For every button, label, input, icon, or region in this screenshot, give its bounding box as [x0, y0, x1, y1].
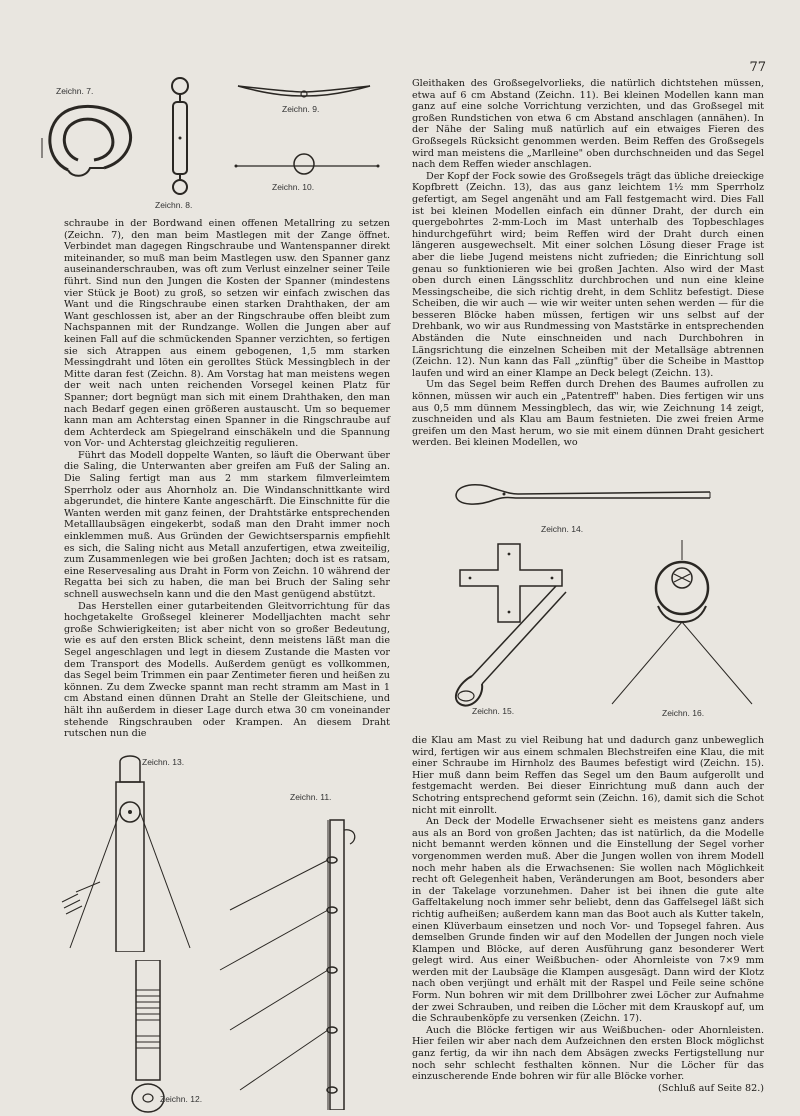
paragraph: An Deck der Modelle Erwachsener sieht es meistens ganz anders aus als an Bord von großen Jachten; das ist natürlich, da die Modelle nicht bemannt werden können und die Einstellung der Segel vorher vorgenommen werden muß. Aber die Jungen wollen von ihrem Modell noch mehr haben als die Erwachsenen: Sie wollen nach Möglichkeit recht oft Gelegenheit haben, Veränderungen am Boot, besonders aber in der Takelage vorzunehmen. Daher ist bei ihnen die gute alte Gaffeltakelung noch immer sehr beliebt, denn das Gaffelsegel läßt sich richtig aufheißen; außerdem kann man das Boot auch als Kutter takeln, einen Klüverbaum einsetzen und noch Vor- und Topsegel fahren. Aus demselben Grunde finden wir auf den Modellen der Jungen noch viele Klampen und Blöcke, auf deren Ausführung ganz besonderer Wert gelegt wird. Aus einer Weißbuchen- oder Ahornleiste von 7×9 mm werden mit der Laubsäge die Klampen ausgesägt. Dann wird der Klotz nach oben verjüngt und erhält mit der Raspel und Feile seine schöne Form. Nun bohren wir mit dem Drillbohrer zwei Löcher zur Aufnahme der zwei Schrauben, und reiben die Löcher mit dem Krauskopf auf, um die Schraubenköpfe zu versenken (Zeichn. 17). — [412, 816, 764, 1025]
figure-11-slide-wire — [210, 800, 380, 1110]
left-column-text — [64, 218, 390, 740]
paragraph: die Klau am Mast zu viel Reibung hat und dadurch ganz unbeweglich wird, fertigen wir aus einem schmalen Blechstreifen eine Klau, die mit einer Schraube im Hirnholz des Baumes befestigt wird (Zeichn. 15). Hier muß dann beim Reffen das Segel um den Baum aufgerollt und festgemacht werden. Bei dieser Einrichtung muß dann auch der Schotring entsprechend geformt sein (Zeichn. 16), damit sich die Schot nicht mit einrollt. — [412, 735, 764, 816]
figure-15-boom-claw — [420, 580, 570, 710]
paragraph: Der Kopf der Fock sowie des Großsegels trägt das übliche dreieckige Kopfbrett (Zeichn. 13), das aus ganz leichtem 1½ mm Sperrholz gefertigt, am Segel angenäht und am Fall festgemacht wird. Dies Fall ist bei kleinen Modellen einfach ein dünner Draht, der durch ein quergebohrtes 2-mm-Loch im Mast unterhalb des Topbeschlages hindurchgeführt wird; beim Reffen wird der Draht durch einen längeren ausgewechselt. Mit einer solchen Lösung dieser Frage ist aber die liebe Jugend meistens nicht zufrieden; die Einrichtung soll genau so funktionieren wie bei großen Jachten. Also wird der Mast oben durch einen Längsschlitz durchbrochen und nun eine kleine Messingscheibe, die sich richtig dreht, in dem Schlitz befestigt. Diese Scheiben, die wir auch — wie wir weiter unten sehen werden — für die besseren Blöcke haben müssen, fertigen wir uns selbst auf der Drehbank, wo wir aus Rundmessing von Maststärke in entsprechenden Abständen die Nute einschneiden und nach Durchbohren in Längsrichtung die einzelnen Scheiben mit der Metallsäge abtrennen (Zeichn. 12). Nun kann das Fall „zünftig" über die Scheibe in Masttop laufen und wird an einer Klampe an Deck belegt (Zeichn. 13). — [412, 170, 764, 379]
caption-zeichn-14: Zeichn. 14. — [541, 524, 584, 534]
paragraph: Um das Segel beim Reffen durch Drehen des Baumes aufrollen zu können, müssen wir auch ein „Patentreff" haben. Dies fertigen wir uns aus 0,5 mm dünnem Messingblech, das wir, wie Zeichnung 14 zeigt, zuschneiden und als Klau am Baum festnieten. Die zwei freien Arme greifen um den Mast herum, wo sie mit einem dünnen Draht gesichert werden. Bei kleinen Modellen, wo — [412, 379, 764, 449]
caption-zeichn-15: Zeichn. 15. — [472, 706, 515, 716]
figure-10-wire-spreader — [232, 150, 382, 180]
caption-zeichn-13: Zeichn. 13. — [142, 757, 185, 767]
page-number: 77 — [749, 60, 766, 75]
figure-7-open-ring — [38, 98, 138, 182]
figure-13-masthead-sheave — [60, 752, 200, 952]
paragraph: Führt das Modell doppelte Wanten, so läuft die Oberwant über die Saling, die Unterwanten aber greifen am Fuß der Saling an. Die Saling fertigt man aus 2 mm starkem filmverleimtem Sperrholz oder aus Ahornholz an. Die Windanschnittkante wird abgerundet, die hintere Kante angeschärft. Die Einschnitte für die Wanten werden mit ganz feinen, der Drahtstärke entsprechenden Metalllaubsägen eingekerbt, sodaß man den Draht immer noch einklemmen muß. Aus Gründen der Gewichtsersparnis empfiehlt es sich, die Saling nicht aus Metall anzufertigen, etwa zweiteilig, zum Zusammenlegen wie bei großen Jachten; doch ist es ratsam, eine Reservesaling aus Draht in Form von Zeichn. 10 während der Regatta bei sich zu haben, die man bei Bruch der Saling sehr schnell auswechseln kann und die den Mast genügend abstützt. — [64, 449, 390, 600]
paragraph: Gleithaken des Großsegelvorlieks, die natürlich dichtstehen müssen, etwa auf 6 cm Abstand (Zeichn. 11). Bei kleinen Modellen kann man ganz auf eine solche Vorrichtung verzichten, und das Großsegel mit großen Rundstichen von etwa 6 cm Abstand anschlagen (annähen). In der Nähe der Saling muß natürlich auf ein etwaiges Fieren des Großsegels Rücksicht genommen werden. Beim Reffen des Großsegels wird man meistens die „Marlleine" oben durchschneiden und das Segel nach dem Reffen wieder anschlagen. — [412, 78, 764, 171]
continuation-note: (Schluß auf Seite 82.) — [658, 1082, 764, 1094]
caption-zeichn-12: Zeichn. 12. — [160, 1094, 203, 1104]
paragraph: Auch die Blöcke fertigen wir aus Weißbuchen- oder Ahornleisten. Hier feilen wir aber nach dem Aufzeichnen den ersten Block möglichst ganz fertig, da wir ihn nach dem Absägen zwecks Fertigstellung nur noch sehr schlecht festhalten können. Nur die Löcher für das einzuscherende Ende bohren wir für alle Blöcke vorher. — [412, 1024, 764, 1083]
bottom-right-column-text — [412, 735, 764, 1094]
figure-8-turnbuckle — [165, 74, 195, 198]
caption-zeichn-8: Zeichn. 8. — [155, 200, 193, 210]
figure-14-reef-claw — [448, 470, 718, 520]
caption-zeichn-7: Zeichn. 7. — [56, 86, 94, 96]
caption-zeichn-9: Zeichn. 9. — [282, 104, 320, 114]
caption-zeichn-10: Zeichn. 10. — [272, 182, 315, 192]
paragraph: Das Herstellen einer gutarbeitenden Gleitvorrichtung für das hochgetakelte Großsegel kleinerer Modelljachten macht sehr große Schwierigkeiten; ist aber nicht von so großer Bedeutung, wie es auf den ersten Blick scheint, denn meistens läßt man die Segel angeschlagen und legt in diesem Zustande die Masten vor dem Transport des Modells. Außerdem genügt es vollkommen, das Segel beim Trimmen ein paar Zentimeter fieren und heißen zu können. Zu dem Zwecke spannt man recht stramm am Mast in 1 cm Abstand einen dünnen Draht an Stelle der Gleitschiene, und hält ihn außerdem in dieser Lage durch etwa 30 cm voneinander stehende Ringschrauben oder Krampen. An diesem Draht rutschen nun die — [64, 600, 390, 740]
caption-zeichn-11: Zeichn. 11. — [290, 792, 332, 802]
figure-12-brass-rod — [96, 960, 206, 1116]
caption-zeichn-16: Zeichn. 16. — [662, 708, 705, 718]
figure-9-spreader — [234, 80, 374, 104]
figure-16-sheet-ring — [598, 530, 766, 710]
paragraph: schraube in der Bordwand einen offenen Metallring zu setzen (Zeichn. 7), den man beim Mastlegen mit der Zange öffnet. Verbindet man dagegen Ringschraube und Wantenspanner direkt miteinander, so muß man beim Mastlegen usw. den Spanner ganz auseinanderschrauben, was oft zum Verlust einzelner seiner Teile führt. Sind nun den Jungen die Kosten der Spanner (mindestens vier Stück je Boot) zu groß, so setzen wir einfach zwischen das Want und die Ringschraube einen starken Drahthaken, der am Want geschlossen ist, aber an der Ringschraube offen bleibt zum Nachspannen mit der Rundzange. Wollen die Jungen aber auf keinen Fall auf die schmückenden Spanner verzichten, so fertigen sie sich Atrappen aus einem gebogenen, 1,5 mm starken Messingdraht und löten ein gerolltes Stück Messingblech in der Mitte daran fest (Zeichn. 8). Am Vorstag hat man meistens wegen der weit nach unten reichenden Vorsegel keinen Platz für Spanner; dort begnügt man sich mit einem Drahthaken, den man nach Bedarf gegen einen größeren austauscht. Um so bequemer kann man am Achterstag einen Spanner in die Ringschraube auf dem Achterdeck am Spiegelrand einschäkeln und die Spannung von Vor- und Achterstag gleichzeitig regulieren. — [64, 218, 390, 450]
right-column-text — [412, 78, 764, 449]
